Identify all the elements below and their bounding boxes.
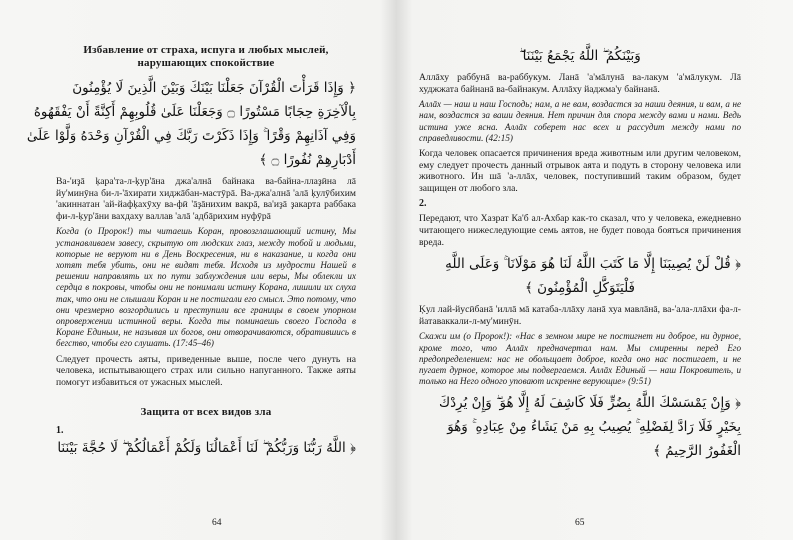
item-number: 1. [56,425,64,437]
arabic-verse-line: فَلْيَتَوَكَّلِ الْمُؤْمِنُونَ ﴾ [524,280,636,297]
page-number: 64 [212,518,222,528]
section-heading-2: Защита от всех видов зла [140,406,272,419]
arabic-verse-line: أَدْبَارِهِمْ نُفُورًا ۝ ﴾ [259,152,356,168]
translation: Когда (о Пророк!) ты читаешь Коран, провозглашающий истину, Мы устанавливаем завесу, скрытую от людских глаз, между тобой и людьми, которые не веруют ни в День Воскресения, ни в наказание, и когда они хотят тебя убить, они не видят тебя. Исходя из мудрости Нашей в решении направлять их по пути заблуждения или веры, Мы облекли их сердца в покровы, чтобы они не понимали истину Корана, лишили их слуха так, что они не слышали Коран и не постигали его смысл. Это потому, что они чрезмерно возгордились и преступили все границы в своем упорном опровержении истинной веры. Когда ты поминаешь своего Господа в Коране Единым, не называя их богов, они отворачиваются, обратившись в бегство, чтобы его слушать. (17:45–46) [56,226,356,349]
arabic-verse-line: ﴿ وَإِنْ يَمْسَسْكَ اللَّهُ بِضُرٍّ فَلَا كَاشِفَ لَهُ إِلَّا هُوَ ۖ وَإِنْ يُرِدْكَ [438,395,741,412]
arabic-verse-line: ﴿ اللَّهُ رَبُّنَا وَرَبُّكُمْ ۖ لَنَا أَعْمَالُنَا وَلَكُمْ أَعْمَالُكُمْ ۖ لَا حُجَّةَ بَيْنَنَا [57,440,356,457]
translation: Аллāх — наш и наш Господь; нам, а не вам, воздастся за наши деяния, и вам, а не нам, воздастся за ваши деяния. Нет причин для спора между вами и нами. Ведь истина уже ясна. Аллāх соберет нас всех и рассудит между нами по справедливости. (42:15) [419,99,741,143]
arabic-verse-line: ﴿ وَإِذَا قَرَأْتَ الْقُرْآنَ جَعَلْنَا بَيْنَكَ وَبَيْنَ الَّذِينَ لَا يُؤْمِنُونَ [72,80,356,96]
transliteration: Ва-'иҙā ķара'та-л-ķур'āна джа'алнā байнака ва-байна-ллаҙӣна лā йу'минӯна би-л-'āхирати хиджāбан-мастӯрā. Ва-джа'алнā 'алā ķулӯбихим 'акиннатан 'ай-йафķахӯху ва-фӣ 'āҙāнихим вакрā, ва'иҙā ҙакарта раббака фи-л-ķур'āни вахдаху валлав 'алā 'адбāрихим нуфӯрā [56,176,356,222]
arabic-verse-line: بِالْآخِرَةِ حِجَابًا مَسْتُورًا ۝ وَجَعَلْنَا عَلَىٰ قُلُوبِهِمْ أَكِنَّةً أَنْ يَفْقَهُوهُ [33,104,356,120]
right-page [397,0,793,540]
arabic-verse-block [419,391,741,463]
item-number: 2. [419,198,427,210]
section-heading: Избавление от страха, испуга и любых мыслей, нарушающих спокойствие [83,44,329,69]
left-page [0,0,396,540]
body-paragraph: Когда человек опасается причинения вреда животным или другим человеком, ему следует прочесть данный отрывок аята и подуть в сторону человека или животного. Ин шā 'а-ллāх, человек, поступивший таким образом, будет защищен от любого зла. [419,148,741,194]
arabic-verse-block [419,252,741,300]
transliteration: Аллāху раббунā ва-раббукум. Ланā 'а'мāлунā ва-лакум 'а'мāлукум. Лā худжжата байнанā ва-байнакум. Аллāху йаджма'у байнанā. [419,72,741,95]
arabic-verse-line: بِخَيْرٍ فَلَا رَادَّ لِفَضْلِهِ ۚ يُصِيبُ بِهِ مَنْ يَشَاءُ مِنْ عِبَادِهِ ۚ وَهُوَ [447,419,741,436]
translation: Скажи им (о Пророк!): «Нас в земном мире не постигнет ни доброе, ни дурное, кроме того, что Аллāх предначертал нам. Мы смиренны перед Его предопределением: нас не обольщает доброе, когда оно нас постигает, и не пугает дурное, которое мы подвергаемся. Аллāх Единый — наш Покровитель, и только на Него одного уповают искренне верующие» (9:51) [419,331,741,387]
arabic-verse-line: ﴿ قُلْ لَنْ يُصِيبَنَا إِلَّا مَا كَتَبَ اللَّهُ لَنَا هُوَ مَوْلَانَا ۚ وَعَلَى اللَّهِ [445,256,741,273]
page-number: 65 [575,518,585,528]
body-paragraph: Передают, что Хазрат Ка'б ал-Ахбар как-то сказал, что у человека, ежедневно читающего нижеследующие семь аятов, не будет повода бояться причинения вреда. [419,213,741,248]
body-paragraph: Следует прочесть аяты, приведенные выше, после чего дунуть на человека, испытывающего страх или сильно напуганного. Также аяты помогут избавиться от ужасных мыслей. [56,353,356,388]
arabic-verse-line: وَفِي آذَانِهِمْ وَقْرًا ۚ وَإِذَا ذَكَرْتَ رَبَّكَ فِي الْقُرْآنِ وَحْدَهُ وَلَّوْا عَلَىٰ [26,128,356,144]
arabic-verse-line: وَبَيْنَكُمُ ۖ اللَّهُ يَجْمَعُ بَيْنَنَا ۖ [519,48,641,64]
transliteration: Ķул лай-йусӣбанā 'иллā мā катаба-ллāху ланā хуа мавлāнā, ва-'ала-ллāхи фа-л-йатаваккали-л-му'минӯн. [419,304,741,327]
arabic-verse-block [26,76,356,172]
arabic-verse-line: الْغَفُورُ الرَّحِيمُ ﴾ [653,443,741,460]
